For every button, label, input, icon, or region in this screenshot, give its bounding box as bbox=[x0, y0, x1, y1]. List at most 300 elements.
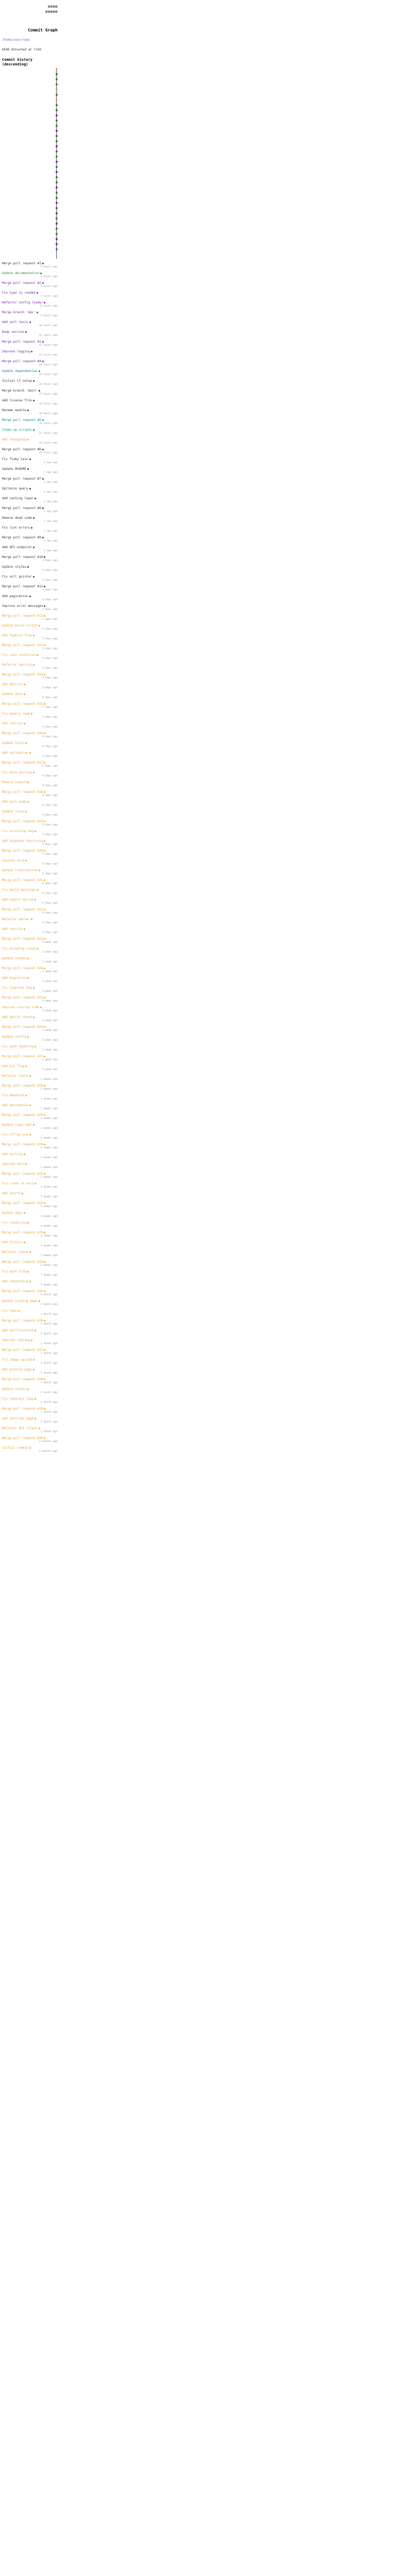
commit-message: Merge pull request #33 bbox=[2, 1231, 58, 1234]
commit-date: 1 month ago bbox=[40, 1401, 58, 1404]
commit-message: Add notifications bbox=[2, 1329, 58, 1332]
commit-message: Merge pull request #29 bbox=[2, 1113, 58, 1117]
commit-row[interactable] bbox=[2, 1250, 58, 1257]
commit-dot-icon bbox=[44, 556, 45, 558]
commit-row[interactable] bbox=[2, 859, 58, 866]
commit-dot-icon bbox=[39, 390, 40, 392]
commit-dot-icon bbox=[35, 831, 36, 832]
commit-node[interactable] bbox=[56, 192, 58, 194]
commit-node[interactable] bbox=[56, 197, 58, 199]
commit-row[interactable] bbox=[2, 1201, 58, 1208]
commit-node[interactable] bbox=[56, 223, 58, 225]
commit-message: Merge pull request #12 bbox=[2, 614, 58, 618]
commit-row[interactable] bbox=[2, 281, 58, 288]
commit-dot-icon bbox=[33, 1369, 35, 1370]
commit-date: 1 month ago bbox=[40, 1323, 58, 1326]
commit-row[interactable] bbox=[2, 1064, 58, 1071]
commit-dot-icon bbox=[31, 713, 32, 715]
commit-dot-icon bbox=[29, 1075, 31, 1077]
commit-row[interactable] bbox=[2, 732, 58, 738]
commit-node[interactable] bbox=[56, 89, 58, 91]
commit-row[interactable] bbox=[2, 839, 58, 846]
commit-row[interactable] bbox=[2, 1368, 58, 1375]
commit-message: Update copyright bbox=[2, 1123, 58, 1127]
commit-row[interactable] bbox=[2, 1162, 58, 1169]
commit-dot-icon bbox=[44, 674, 45, 675]
commit-message: Fix memory leak bbox=[2, 712, 58, 716]
commit-message: Add validation bbox=[2, 751, 58, 755]
commit-row[interactable] bbox=[2, 663, 58, 670]
commit-date: 2 weeks ago bbox=[40, 1185, 58, 1189]
commit-row[interactable] bbox=[2, 947, 58, 954]
commit-row[interactable] bbox=[2, 1299, 58, 1306]
commit-row[interactable] bbox=[2, 330, 58, 337]
commit-row[interactable] bbox=[2, 1015, 58, 1022]
commit-row[interactable] bbox=[2, 643, 58, 650]
history-section-label: Commit history (descending) bbox=[2, 58, 33, 66]
commit-row[interactable] bbox=[2, 320, 58, 327]
commit-date: 2 months ago bbox=[39, 1450, 58, 1453]
commit-row[interactable] bbox=[2, 1172, 58, 1179]
commit-message: Fix typo in readme bbox=[2, 291, 58, 295]
commit-date: 5 days ago bbox=[42, 823, 58, 826]
commit-dot-icon bbox=[44, 1437, 45, 1439]
commit-message: Add migration bbox=[2, 976, 58, 980]
commit-date: 1 week ago bbox=[42, 960, 58, 963]
commit-dot-icon bbox=[44, 615, 45, 617]
commit-dot-icon bbox=[29, 1281, 31, 1282]
commit-row[interactable] bbox=[2, 1035, 58, 1042]
commit-row[interactable] bbox=[2, 829, 58, 836]
commit-row[interactable] bbox=[2, 487, 58, 494]
commit-dot-icon bbox=[33, 987, 35, 989]
page-title: Commit Graph bbox=[28, 28, 58, 32]
commit-row[interactable] bbox=[2, 1319, 58, 1326]
commit-row[interactable] bbox=[2, 604, 58, 611]
commit-dot-icon bbox=[40, 273, 42, 274]
commit-row[interactable] bbox=[2, 350, 58, 357]
commit-date: 7 hours ago bbox=[40, 295, 58, 298]
commit-dot-icon bbox=[44, 840, 45, 842]
commit-node[interactable] bbox=[56, 243, 58, 245]
commit-row[interactable] bbox=[2, 1348, 58, 1355]
commit-date: 1 week ago bbox=[42, 999, 58, 1003]
commit-node[interactable] bbox=[56, 120, 58, 122]
commit-row[interactable] bbox=[2, 311, 58, 317]
commit-row[interactable] bbox=[2, 291, 58, 298]
commit-row[interactable] bbox=[2, 506, 58, 513]
commit-row[interactable] bbox=[2, 1309, 58, 1316]
commit-row[interactable] bbox=[2, 1192, 58, 1198]
commit-row[interactable] bbox=[2, 1417, 58, 1423]
commit-row[interactable] bbox=[2, 634, 58, 640]
commit-node[interactable] bbox=[56, 176, 58, 178]
commit-row[interactable] bbox=[2, 888, 58, 895]
commit-row[interactable] bbox=[2, 683, 58, 689]
commit-message: Merge pull request #7 bbox=[2, 477, 58, 481]
commit-message: Merge pull request #1 bbox=[2, 262, 58, 265]
commit-row[interactable] bbox=[2, 418, 58, 425]
commit-date: 1 month ago bbox=[40, 1371, 58, 1375]
commit-message: Merge pull request #31 bbox=[2, 1172, 58, 1176]
commit-date: 1 month ago bbox=[40, 1342, 58, 1345]
commit-message: Improve docs bbox=[2, 1162, 58, 1166]
commit-node[interactable] bbox=[56, 130, 58, 132]
commit-row[interactable] bbox=[2, 937, 58, 944]
commit-node[interactable] bbox=[56, 109, 58, 111]
commit-node[interactable] bbox=[56, 83, 58, 86]
commit-dot-icon bbox=[39, 370, 40, 372]
commit-message: Fix deadlock bbox=[2, 1094, 58, 1097]
commit-dot-icon bbox=[27, 1388, 29, 1390]
commit-row[interactable] bbox=[2, 1290, 58, 1296]
commit-node[interactable] bbox=[56, 171, 58, 173]
commit-date: 6 days ago bbox=[42, 911, 58, 914]
commit-dot-icon bbox=[24, 1154, 25, 1155]
commit-row[interactable] bbox=[2, 673, 58, 680]
commit-date: 5 days ago bbox=[42, 843, 58, 846]
commit-message: Merge pull request #14 bbox=[2, 673, 58, 676]
commit-date: 1 month ago bbox=[40, 1411, 58, 1414]
commit-row[interactable] bbox=[2, 1221, 58, 1228]
commit-row[interactable] bbox=[2, 1280, 58, 1286]
commit-row[interactable] bbox=[2, 712, 58, 719]
commit-row[interactable] bbox=[2, 1358, 58, 1365]
commit-dot-icon bbox=[31, 1340, 32, 1341]
commit-row[interactable] bbox=[2, 526, 58, 533]
commit-message: Merge pull request #2 bbox=[2, 281, 58, 285]
commit-row[interactable] bbox=[2, 918, 58, 924]
commit-node[interactable] bbox=[56, 233, 58, 235]
commit-row[interactable] bbox=[2, 771, 58, 777]
commit-row[interactable] bbox=[2, 810, 58, 817]
commit-row[interactable] bbox=[2, 477, 58, 484]
commit-row[interactable] bbox=[2, 1329, 58, 1335]
commit-node[interactable] bbox=[56, 73, 58, 75]
commit-row[interactable] bbox=[2, 1006, 58, 1012]
commit-row[interactable] bbox=[2, 1113, 58, 1120]
commit-message: Merge pull request #24 bbox=[2, 967, 58, 970]
commit-node[interactable] bbox=[56, 140, 58, 142]
commit-row[interactable] bbox=[2, 379, 58, 386]
commit-row[interactable] bbox=[2, 1231, 58, 1238]
commit-row[interactable] bbox=[2, 546, 58, 552]
commit-row[interactable] bbox=[2, 555, 58, 562]
commit-dot-icon bbox=[44, 1320, 45, 1321]
commit-message: Add keyboard shortcuts bbox=[2, 839, 58, 843]
commit-dot-icon bbox=[25, 811, 27, 812]
commit-date: 1 day ago bbox=[43, 461, 58, 464]
commit-row[interactable] bbox=[2, 976, 58, 983]
commit-row[interactable] bbox=[2, 457, 58, 464]
commit-date: 1 month ago bbox=[40, 1362, 58, 1365]
commit-row[interactable] bbox=[2, 1446, 58, 1453]
commit-row[interactable] bbox=[2, 448, 58, 454]
commit-dot-icon bbox=[35, 1330, 36, 1331]
commit-row[interactable] bbox=[2, 996, 58, 1003]
commit-dot-icon bbox=[33, 429, 35, 431]
commit-node[interactable] bbox=[56, 166, 58, 168]
commit-row[interactable] bbox=[2, 369, 58, 376]
commit-date: 1 day ago bbox=[43, 549, 58, 552]
commit-date: 6 hours ago bbox=[40, 285, 58, 288]
commit-row[interactable] bbox=[2, 1378, 58, 1384]
commit-message: Fix path handling bbox=[2, 1045, 58, 1048]
commit-date: 2 days ago bbox=[42, 647, 58, 650]
head-status: HEAD detached at 7c9d bbox=[2, 48, 41, 52]
commit-row[interactable] bbox=[2, 624, 58, 631]
commit-row[interactable] bbox=[2, 536, 58, 543]
commit-row[interactable] bbox=[2, 722, 58, 728]
commit-row[interactable] bbox=[2, 702, 58, 709]
commit-node[interactable] bbox=[56, 187, 58, 189]
commit-row[interactable] bbox=[2, 1427, 58, 1433]
commit-row[interactable] bbox=[2, 389, 58, 396]
commit-date: 6 days ago bbox=[42, 921, 58, 924]
commit-row[interactable] bbox=[2, 1074, 58, 1081]
commit-date: 1 day ago bbox=[43, 530, 58, 533]
commit-row[interactable] bbox=[2, 585, 58, 591]
commit-message: Add unit tests bbox=[2, 320, 58, 324]
commit-row[interactable] bbox=[2, 1133, 58, 1140]
commit-dot-icon bbox=[24, 723, 25, 724]
commit-message: Add dark mode bbox=[2, 800, 58, 804]
commit-dot-icon bbox=[42, 507, 44, 509]
commit-row[interactable] bbox=[2, 1387, 58, 1394]
commit-row[interactable] bbox=[2, 761, 58, 768]
commit-date: 1 month ago bbox=[40, 1313, 58, 1316]
commit-row[interactable] bbox=[2, 595, 58, 601]
commit-node[interactable] bbox=[56, 161, 58, 163]
commit-date: 10 hours ago bbox=[39, 324, 58, 327]
commit-row[interactable] bbox=[2, 1104, 58, 1110]
commit-date: 1 month ago bbox=[40, 1420, 58, 1423]
commit-row[interactable] bbox=[2, 692, 58, 699]
commit-row[interactable] bbox=[2, 1094, 58, 1100]
commit-node[interactable] bbox=[56, 145, 58, 147]
commit-dot-icon bbox=[33, 1124, 35, 1126]
commit-message: Update documentation bbox=[2, 272, 58, 275]
commit-dot-icon bbox=[22, 1193, 23, 1194]
commit-dot-icon bbox=[29, 1447, 31, 1449]
commit-node[interactable] bbox=[56, 114, 58, 116]
commit-dot-icon bbox=[44, 1232, 45, 1233]
commit-date: 1 month ago bbox=[40, 1332, 58, 1335]
commit-date: 1 day ago bbox=[43, 520, 58, 523]
commit-row[interactable] bbox=[2, 428, 58, 435]
commit-row[interactable] bbox=[2, 741, 58, 748]
commit-dot-icon bbox=[27, 977, 29, 979]
commit-dot-icon bbox=[29, 321, 31, 323]
commit-message: Merge pull request #40 bbox=[2, 1436, 58, 1440]
commit-message: Add pagination bbox=[2, 595, 58, 598]
commit-node[interactable] bbox=[56, 94, 58, 96]
commit-row[interactable] bbox=[2, 751, 58, 758]
commit-node[interactable] bbox=[56, 202, 58, 204]
repo-path-link[interactable]: /home/user/repo bbox=[2, 38, 30, 42]
commit-node[interactable] bbox=[56, 207, 58, 209]
commit-row[interactable] bbox=[2, 849, 58, 856]
commit-date: 19 hours ago bbox=[39, 412, 58, 415]
commit-date: 4 days ago bbox=[42, 745, 58, 748]
commit-row[interactable] bbox=[2, 1270, 58, 1277]
commit-date: 1 day ago bbox=[43, 500, 58, 503]
commit-dot-icon bbox=[27, 1222, 29, 1224]
commit-row[interactable] bbox=[2, 986, 58, 993]
commit-row[interactable] bbox=[2, 908, 58, 914]
commit-dot-icon bbox=[42, 361, 44, 362]
commit-dot-icon bbox=[27, 1036, 29, 1038]
commit-row[interactable] bbox=[2, 967, 58, 973]
commit-dot-icon bbox=[44, 1114, 45, 1116]
commit-node[interactable] bbox=[56, 150, 58, 152]
commit-node[interactable] bbox=[56, 135, 58, 137]
commit-message: Initial commit bbox=[2, 1446, 58, 1450]
commit-row[interactable] bbox=[2, 1397, 58, 1404]
commit-message: Bump version bbox=[2, 330, 58, 334]
commit-date: 2 weeks ago bbox=[40, 1156, 58, 1159]
commit-row[interactable] bbox=[2, 467, 58, 474]
commit-row[interactable] bbox=[2, 653, 58, 660]
commit-message: Refactor parser bbox=[2, 918, 58, 921]
commit-node[interactable] bbox=[56, 68, 58, 70]
commit-row[interactable] bbox=[2, 575, 58, 582]
commit-dot-icon bbox=[44, 997, 45, 998]
commit-node[interactable] bbox=[56, 212, 58, 214]
commit-node[interactable] bbox=[56, 248, 58, 250]
commit-row[interactable] bbox=[2, 898, 58, 905]
commit-row[interactable] bbox=[2, 1407, 58, 1414]
commit-row[interactable] bbox=[2, 262, 58, 268]
commit-node[interactable] bbox=[56, 125, 58, 127]
commit-row[interactable] bbox=[2, 1436, 58, 1443]
commit-node[interactable] bbox=[56, 181, 58, 183]
commit-dot-icon bbox=[44, 791, 45, 793]
commit-date: 3 weeks ago bbox=[40, 1264, 58, 1267]
commit-dot-icon bbox=[27, 439, 29, 440]
commit-message: Update config bbox=[2, 1035, 58, 1039]
commit-message: Improve a11y bbox=[2, 859, 58, 862]
commit-node[interactable] bbox=[56, 156, 58, 158]
commit-message: Refactor config loader bbox=[2, 301, 58, 304]
commit-row[interactable] bbox=[2, 869, 58, 875]
commit-dot-icon bbox=[40, 1007, 42, 1008]
commit-node[interactable] bbox=[56, 228, 58, 230]
commit-row[interactable] bbox=[2, 409, 58, 415]
commit-row[interactable] bbox=[2, 1045, 58, 1052]
commit-row[interactable] bbox=[2, 1025, 58, 1032]
commit-message: Fix crash on exit bbox=[2, 1182, 58, 1185]
commit-row[interactable] bbox=[2, 1241, 58, 1247]
commit-dot-icon bbox=[35, 1183, 36, 1184]
commit-row[interactable] bbox=[2, 1123, 58, 1130]
commit-dot-icon bbox=[37, 889, 38, 891]
commit-date: 5 days ago bbox=[42, 833, 58, 836]
commit-date: 3 days ago bbox=[42, 706, 58, 709]
commit-row[interactable] bbox=[2, 1182, 58, 1189]
commit-row[interactable] bbox=[2, 1338, 58, 1345]
commit-message: Update docs bbox=[2, 692, 58, 696]
commit-message: Refactor store bbox=[2, 1250, 58, 1254]
commit-message: Add search bbox=[2, 1192, 58, 1195]
commit-row[interactable] bbox=[2, 516, 58, 523]
commit-node[interactable] bbox=[56, 217, 58, 219]
commit-row[interactable] bbox=[2, 360, 58, 366]
commit-message: Clean up scripts bbox=[2, 428, 58, 432]
commit-message: Add health check bbox=[2, 1015, 58, 1019]
commit-dot-icon bbox=[25, 1065, 27, 1067]
commit-row[interactable] bbox=[2, 800, 58, 807]
commit-message: Merge pull request #3 bbox=[2, 340, 58, 344]
commit-row[interactable] bbox=[2, 1143, 58, 1149]
commit-row[interactable] bbox=[2, 1260, 58, 1267]
commit-date: 1 day ago bbox=[43, 490, 58, 494]
commit-date: 3 weeks ago bbox=[40, 1254, 58, 1257]
commit-row[interactable] bbox=[2, 399, 58, 405]
commit-dot-icon bbox=[44, 1261, 45, 1263]
commit-row[interactable] bbox=[2, 1211, 58, 1218]
commit-dot-icon bbox=[29, 596, 31, 597]
commit-dot-icon bbox=[29, 459, 31, 460]
commit-node[interactable] bbox=[56, 104, 58, 106]
commit-row[interactable] bbox=[2, 340, 58, 347]
commit-dot-icon bbox=[42, 282, 44, 284]
commit-row[interactable] bbox=[2, 497, 58, 503]
commit-row[interactable] bbox=[2, 614, 58, 621]
commit-row[interactable] bbox=[2, 820, 58, 826]
commit-date: 2 days ago bbox=[42, 579, 58, 582]
commit-node[interactable] bbox=[56, 99, 58, 101]
commit-row[interactable] bbox=[2, 438, 58, 445]
commit-message: Add profile page bbox=[2, 1368, 58, 1371]
commit-message: Merge pull request #21 bbox=[2, 878, 58, 882]
commit-row[interactable] bbox=[2, 957, 58, 963]
commit-dot-icon bbox=[27, 410, 29, 411]
commit-row[interactable] bbox=[2, 1055, 58, 1061]
commit-dot-icon bbox=[33, 517, 35, 519]
commit-message: Update schema bbox=[2, 957, 58, 960]
commit-dot-icon bbox=[25, 331, 27, 333]
commit-dot-icon bbox=[29, 1251, 31, 1253]
commit-dot-icon bbox=[44, 1408, 45, 1410]
commit-dot-icon bbox=[29, 752, 31, 754]
commit-dot-icon bbox=[27, 801, 29, 803]
commit-row[interactable] bbox=[2, 272, 58, 278]
commit-message: Fix date parsing bbox=[2, 771, 58, 774]
commit-row[interactable] bbox=[2, 790, 58, 797]
commit-row[interactable] bbox=[2, 878, 58, 885]
commit-row[interactable] bbox=[2, 1153, 58, 1159]
commit-dot-icon bbox=[24, 1212, 25, 1214]
commit-row[interactable] bbox=[2, 781, 58, 787]
commit-message: Add feature flag bbox=[2, 634, 58, 637]
commit-date: 2 days ago bbox=[42, 559, 58, 562]
commit-date: 6 days ago bbox=[42, 882, 58, 885]
commit-row[interactable] bbox=[2, 301, 58, 308]
commit-dot-icon bbox=[39, 1428, 40, 1429]
commit-row[interactable] bbox=[2, 565, 58, 572]
commit-message: Merge pull request #10 bbox=[2, 555, 58, 559]
commit-dot-icon bbox=[44, 1202, 45, 1204]
commit-node[interactable] bbox=[56, 238, 58, 240]
commit-dot-icon bbox=[27, 566, 29, 568]
commit-node[interactable] bbox=[56, 78, 58, 80]
commit-message: Improve error messages bbox=[2, 604, 58, 608]
commit-row[interactable] bbox=[2, 927, 58, 934]
commit-row[interactable] bbox=[2, 1084, 58, 1091]
commit-dot-icon bbox=[37, 312, 38, 313]
commit-date: 3 days ago bbox=[42, 725, 58, 728]
